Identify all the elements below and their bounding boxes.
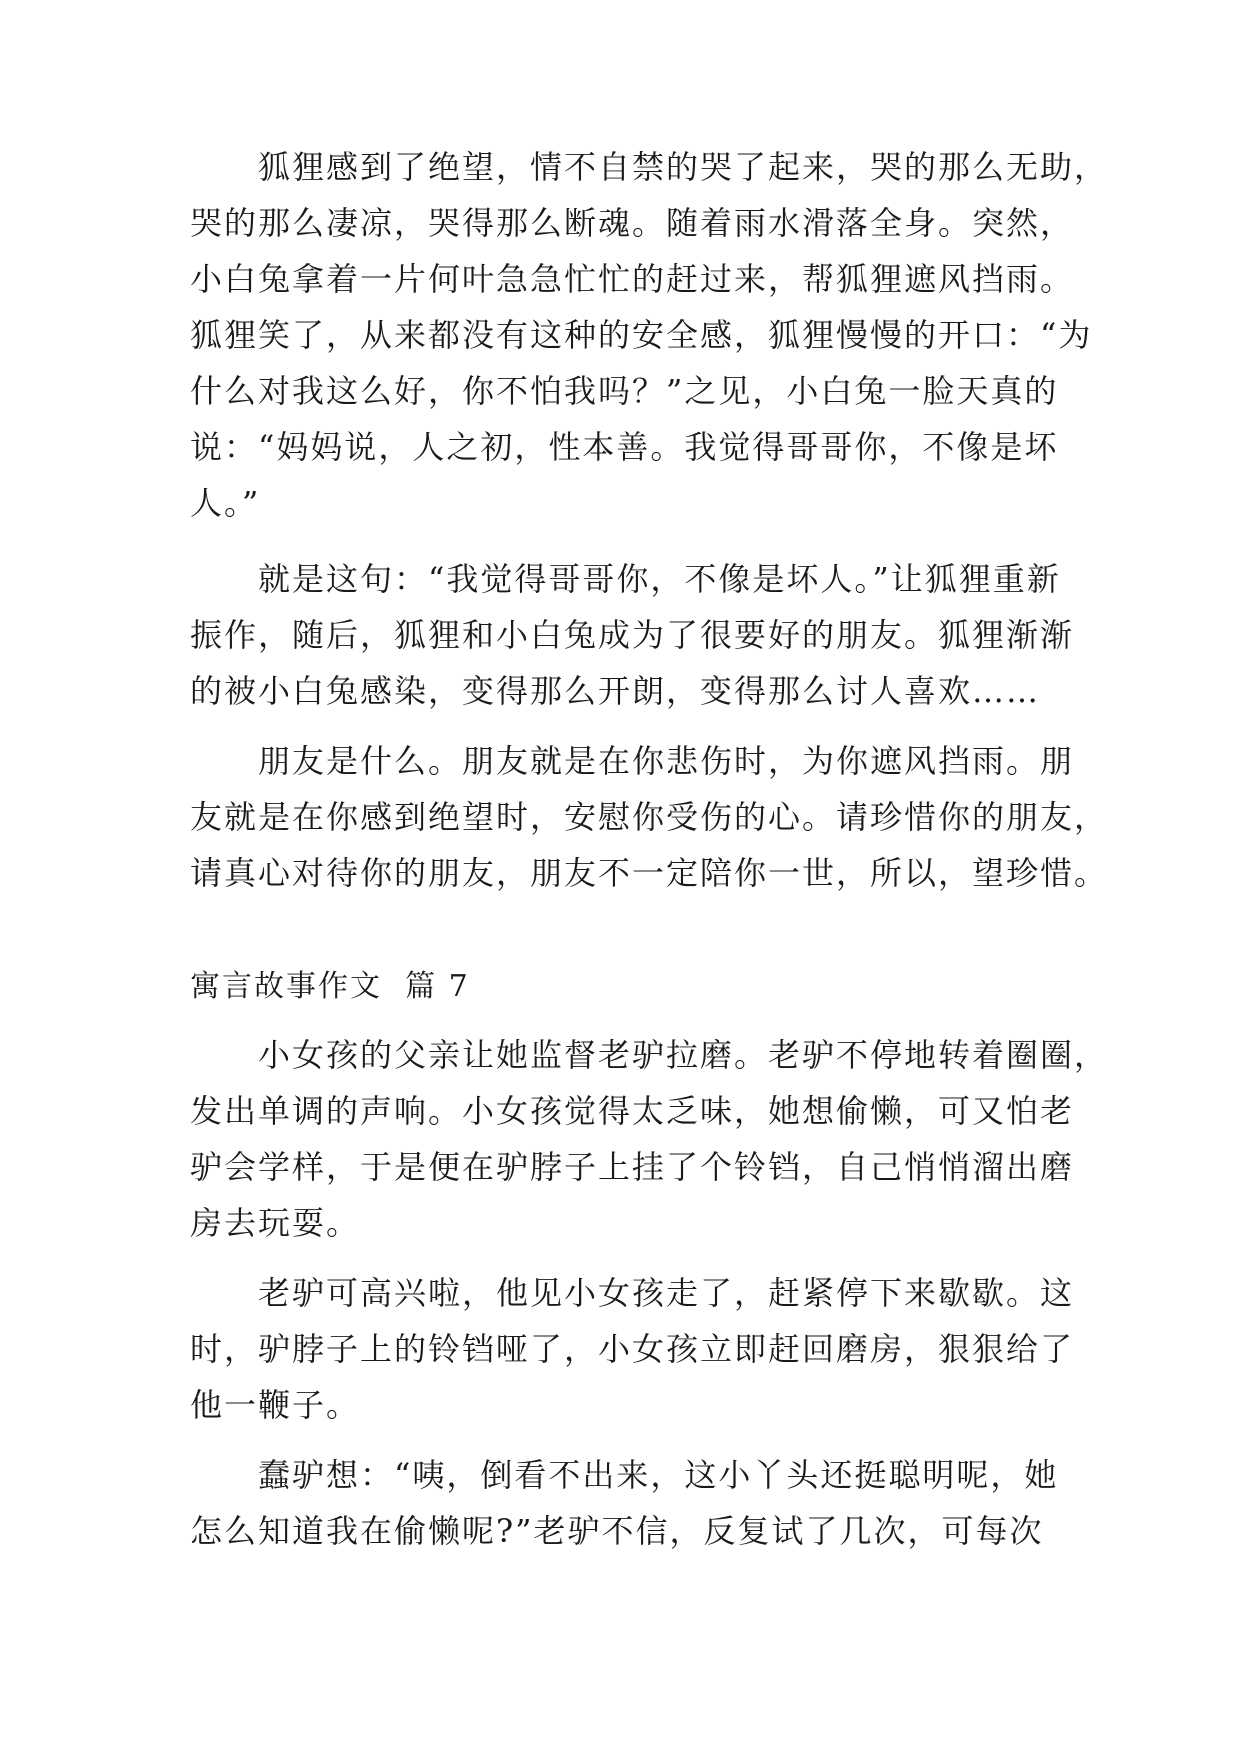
text-line: 的被小白兔感染，变得那么开朗，变得那么讨人喜欢……	[190, 672, 1041, 710]
text-line: 哭的那么凄凉，哭得那么断魂。随着雨水滑落全身。突然，	[190, 204, 1075, 242]
text-line: 怎么知道我在偷懒呢?”老驴不信，反复试了几次，可每次	[190, 1512, 1044, 1550]
text-line: 狐狸感到了绝望，情不自禁的哭了起来，哭的那么无助，	[190, 148, 1109, 186]
text-line: 蠢驴想：“咦，倒看不出来，这小丫头还挺聪明呢，她	[190, 1456, 1059, 1494]
text-line: 振作，随后，狐狸和小白兔成为了很要好的朋友。狐狸渐渐	[190, 616, 1075, 654]
text-line: 友就是在你感到绝望时，安慰你受伤的心。请珍惜你的朋友，	[190, 798, 1109, 836]
text-line: 人。”	[190, 484, 261, 522]
section-heading: 寓言故事作文 篇 7	[190, 969, 470, 1004]
text-line: 请真心对待你的朋友，朋友不一定陪你一世，所以，望珍惜。	[190, 854, 1109, 892]
text-line: 他一鞭子。	[190, 1386, 361, 1424]
text-line: 驴会学样，于是便在驴脖子上挂了个铃铛，自己悄悄溜出磨	[190, 1148, 1075, 1186]
text-line: 发出单调的声响。小女孩觉得太乏味，她想偷懒，可又怕老	[190, 1092, 1075, 1130]
text-line: 狐狸笑了，从来都没有这种的安全感，狐狸慢慢的开口：“为	[190, 316, 1093, 354]
text-line: 小女孩的父亲让她监督老驴拉磨。老驴不停地转着圈圈，	[190, 1036, 1109, 1074]
text-line: 小白兔拿着一片何叶急急忙忙的赶过来，帮狐狸遮风挡雨。	[190, 260, 1075, 298]
text-line: 就是这句：“我觉得哥哥你，不像是坏人。”让狐狸重新	[190, 560, 1061, 598]
text-line: 说：“妈妈说，人之初，性本善。我觉得哥哥你，不像是坏	[190, 428, 1059, 466]
text-line: 什么对我这么好，你不怕我吗？”之见，小白兔一脸天真的	[190, 372, 1059, 410]
text-line: 房去玩耍。	[190, 1204, 361, 1242]
text-line: 时，驴脖子上的铃铛哑了，小女孩立即赶回磨房，狠狠给了	[190, 1330, 1075, 1368]
text-line: 朋友是什么。朋友就是在你悲伤时，为你遮风挡雨。朋	[190, 742, 1075, 780]
text-line: 老驴可高兴啦，他见小女孩走了，赶紧停下来歇歇。这	[190, 1274, 1075, 1312]
